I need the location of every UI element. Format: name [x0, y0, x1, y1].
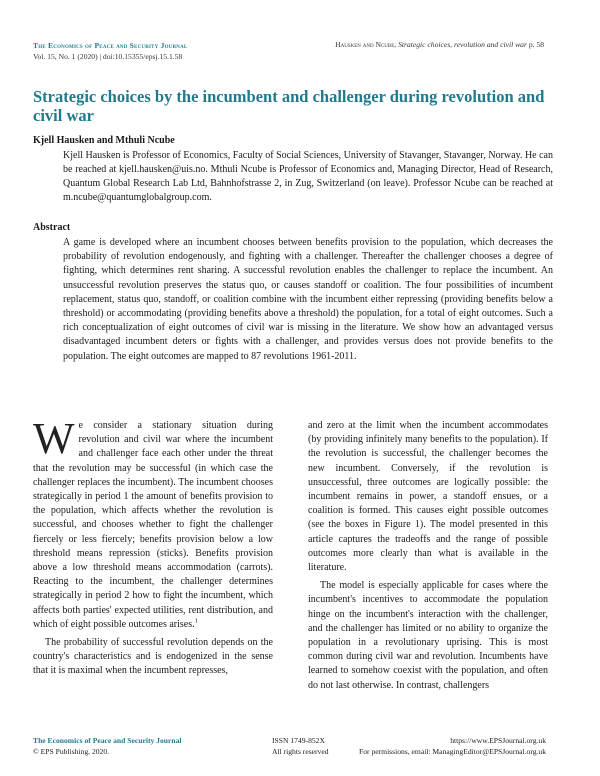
footer-left	[33, 736, 182, 757]
running-authors: Hausken and Ncube,	[335, 40, 397, 49]
footer-center	[272, 736, 329, 757]
body-paragraph	[33, 414, 273, 632]
running-title: Strategic choices, revolution and civil war	[398, 40, 527, 49]
body-column-right	[308, 419, 548, 697]
footer-copyright: © EPS Publishing, 2020.	[33, 746, 110, 756]
body-column-left	[33, 414, 273, 683]
article-title: Strategic choices by the incumbent and challenger during revolution and civil war	[33, 87, 545, 125]
running-header-right	[335, 40, 544, 49]
volume-doi: Vol. 15, No. 1 (2020) | doi:10.15355/epsj.15.1.58	[33, 52, 183, 61]
footer-url[interactable]: https://www.EPSJournal.org.uk	[450, 736, 546, 745]
footer-right	[359, 736, 546, 757]
drop-cap: W	[33, 414, 75, 463]
running-header-left	[33, 40, 187, 62]
paragraph-text: e consider a stationary situation during revolution and civil war where the incumbent and challenger face each other under the threat that the revolution may be successful (in which case the challenger replaces the incumbent). The incumbent chooses strategically in period 1 the amount of benefits provision to the population, which affects whether the revolution is successful, and chooses whether to fight the challenger fiercely or less fiercely; benefits provision below a low threshold means repression (sticks). Benefits provision above a low threshold means accommodation (carrots). Reacting to the incumbent, the challenger determines strategically in period 2 how to fight the incumbent, which affects both parties' expected utilities, rent distribution, and which of eight possible outcomes arises.	[33, 420, 273, 630]
footer-permissions[interactable]: For permissions, email: ManagingEditor@EPSJournal.org.uk	[359, 746, 546, 756]
page-number: p. 58	[528, 40, 544, 49]
journal-name: The Economics of Peace and Security Journal	[33, 41, 188, 50]
body-paragraph: The probability of successful revolution depends on the country's characteristics and is endogenized in the sense that it is maximal when the incumbent represses,	[33, 637, 273, 677]
footnote-marker[interactable]: 1	[194, 617, 198, 625]
author-affiliation: Kjell Hausken is Professor of Economics, Faculty of Social Sciences, University of Stavanger, Stavanger, Norway. He can be reached at kjell.hausken@uis.no. Mthuli Ncube is Professor of Economics and, Managing Director, Head of Research, Quantum Global Research Lab Ltd, Bahnhofstrasse 2, in Zug, Switzerland (on leave). Professor Ncube can be reached at m.ncube@quantumglobalgroup.com.	[63, 150, 553, 203]
authors: Kjell Hausken and Mthuli Ncube	[33, 135, 175, 146]
abstract-heading: Abstract	[33, 222, 71, 233]
abstract-text: A game is developed where an incumbent chooses between benefits provision to the population, which decreases the probability of revolution endogenously, and fighting with a challenger. Thereafter the challenger chooses a degree of fighting, which determines rent sharing. A successful revolution enables the challenger to replace the incumbent. An unsuccessful revolution preserves the status quo, or causes standoff or coalition. The four possibilities of incumbent replacement, status quo, standoff, or coalition combine with the incumbent either repressing (providing benefits below a threshold) or accommodating (providing benefits above a threshold) the population, for a total of eight outcomes. Such a rich conceptualization of eight outcomes of civil war is missing in the literature. We show how an advantaged versus disadvantaged incumbent deters or fights with a challenger, and provides versus does not provide benefits to the population. The eight outcomes are mapped to 87 revolutions 1961-2011.	[63, 237, 553, 362]
footer-issn: ISSN 1749-852X	[272, 736, 325, 745]
footer-rights: All rights reserved	[272, 746, 329, 756]
body-paragraph: The model is especially applicable for cases where the incumbent's incentives to accommodate the population hinge on the incumbent's interaction with the challenger, and the challenger has limited or no ability to organize the population in a revolutionary uprising. This is most common during civil war and revolution. Incumbents have learned to somehow coexist with the population, and often do not last otherwise. In contrast, challengers	[308, 580, 548, 691]
footer-journal: The Economics of Peace and Security Journal	[33, 736, 182, 745]
body-paragraph: and zero at the limit when the incumbent accommodates (by providing infinitely many benefits to the population). If the revolution is successful, the challenger becomes the new incumbent. Conversely, if the revolution is unsuccessful, three outcomes are logically possible: the incumbent remains in power, a standoff ensues, or a coalition is formed. This causes eight possible outcomes (see the boxes in Figure 1). The model presented in this article captures the tradeoffs and the range of possible outcomes more clearly than what is available in the literature.	[308, 420, 548, 574]
